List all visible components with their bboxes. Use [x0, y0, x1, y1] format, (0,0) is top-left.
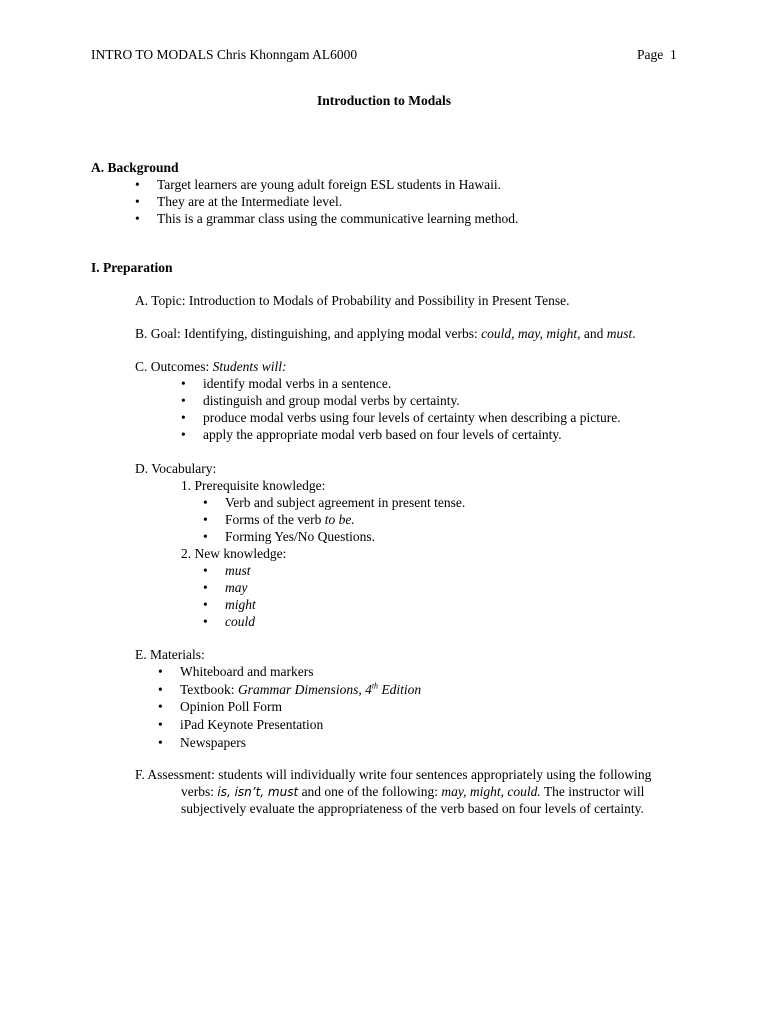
- prereq-text: Verb and subject agreement in present tense.: [225, 495, 466, 510]
- background-item-text: Target learners are young adult foreign ESL students in Hawaii.: [157, 177, 501, 192]
- prereq-italic: to be.: [324, 512, 355, 527]
- goal-line: [135, 325, 636, 342]
- page-number: [637, 47, 677, 63]
- prereq-label: 1. Prerequisite knowledge:: [181, 478, 326, 493]
- background-heading: A. Background: [91, 160, 179, 175]
- goal-end: .: [632, 326, 636, 341]
- goal-last: must: [606, 326, 633, 341]
- topic-line: A. Topic: Introduction to Modals of Probability and Possibility in Present Tense.: [135, 293, 570, 308]
- prereq-text: Forming Yes/No Questions.: [225, 529, 376, 544]
- material-text: Opinion Poll Form: [180, 699, 283, 714]
- new-knowledge-text: may: [225, 580, 248, 595]
- new-knowledge-item: • may: [203, 580, 248, 595]
- goal-modals: could, may, might,: [481, 326, 581, 341]
- material-text: Textbook:: [180, 682, 238, 697]
- running-header: INTRO TO MODALS Chris Khonngam AL6000: [91, 47, 358, 62]
- assessment-prefix: verbs:: [181, 784, 218, 799]
- prereq-item: • Verb and subject agreement in present tense.: [203, 495, 466, 510]
- material-text: iPad Keynote Presentation: [180, 717, 324, 732]
- prereq-item: • Forms of the verb to be.: [203, 512, 355, 527]
- outcomes-intro: Students will:: [212, 359, 287, 374]
- outcome-text: distinguish and group modal verbs by certainty.: [203, 393, 460, 408]
- material-item: • iPad Keynote Presentation: [158, 717, 324, 732]
- outcome-text: produce modal verbs using four levels of certainty when describing a picture.: [203, 410, 621, 425]
- preparation-heading: I. Preparation: [91, 260, 173, 275]
- outcomes-label: C. Outcomes:: [135, 359, 213, 374]
- material-item: • Newspapers: [158, 735, 246, 750]
- new-knowledge-item: • could: [203, 614, 255, 629]
- new-knowledge-text: could: [225, 614, 255, 629]
- assessment-options: may, might, could.: [441, 784, 541, 799]
- prereq-text: Forms of the verb: [225, 512, 325, 527]
- page-number-value: 1: [670, 47, 677, 62]
- document-title: Introduction to Modals: [316, 93, 452, 108]
- edition-superscript: th: [371, 681, 379, 691]
- background-item: • They are at the Intermediate level.: [135, 194, 343, 209]
- outcome-text: identify modal verbs in a sentence.: [203, 376, 392, 391]
- assessment-verbs: is, isn’t, must: [217, 785, 299, 799]
- assessment-line-3: subjectively evaluate the appropriateness of the verb based on four levels of certainty.: [181, 801, 644, 816]
- material-item: • Whiteboard and markers: [158, 664, 314, 679]
- outcome-text: apply the appropriate modal verb based on four levels of certainty.: [203, 427, 562, 442]
- outcomes-line: [135, 358, 287, 375]
- goal-prefix: B. Goal: Identifying, distinguishing, and applying modal verbs:: [135, 326, 482, 341]
- new-knowledge-text: might: [225, 597, 256, 612]
- textbook-title: Grammar Dimensions, 4: [237, 682, 372, 697]
- outcome-item: • apply the appropriate modal verb based on four levels of certainty.: [181, 427, 562, 442]
- outcome-item: • identify modal verbs in a sentence.: [181, 376, 392, 391]
- assessment-mid: and one of the following:: [298, 784, 442, 799]
- material-item: • Textbook: Grammar Dimensions, 4th Edition: [158, 681, 422, 697]
- material-item: • Opinion Poll Form: [158, 699, 283, 714]
- new-knowledge-item: • might: [203, 597, 256, 612]
- new-knowledge-text: must: [225, 563, 251, 578]
- material-text: Newspapers: [180, 735, 246, 750]
- edition-word: Edition: [378, 682, 422, 697]
- outcome-item: • produce modal verbs using four levels of certainty when describing a picture.: [181, 410, 621, 425]
- background-item-text: This is a grammar class using the communicative learning method.: [157, 211, 519, 226]
- new-knowledge-label: 2. New knowledge:: [181, 546, 287, 561]
- assessment-line-1: F. Assessment: students will individually write four sentences appropriately using the following: [135, 767, 652, 782]
- background-item: • This is a grammar class using the communicative learning method.: [135, 211, 519, 226]
- outcome-item: • distinguish and group modal verbs by certainty.: [181, 393, 460, 408]
- background-item-text: They are at the Intermediate level.: [157, 194, 343, 209]
- material-text: Whiteboard and markers: [180, 664, 314, 679]
- vocabulary-label: D. Vocabulary:: [135, 461, 217, 476]
- materials-label: E. Materials:: [135, 647, 205, 662]
- prereq-item: • Forming Yes/No Questions.: [203, 529, 376, 544]
- background-item: • Target learners are young adult foreign ESL students in Hawaii.: [135, 177, 501, 192]
- new-knowledge-item: • must: [203, 563, 251, 578]
- page-label: Page: [637, 47, 664, 62]
- assessment-line-2: [181, 783, 644, 801]
- assessment-end: The instructor will: [540, 784, 645, 799]
- goal-and: and: [580, 326, 607, 341]
